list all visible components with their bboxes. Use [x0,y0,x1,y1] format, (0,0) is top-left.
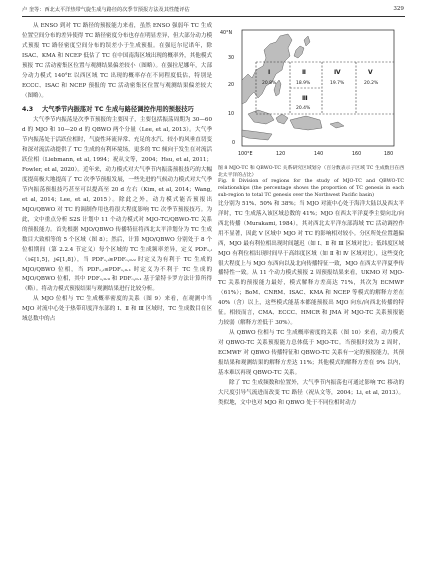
region-label: Ⅴ [368,69,373,76]
region-percent: 20.2% [364,81,379,86]
section-title: 大气季节内振荡对 TC 生成与路径调控作用的预报技巧 [42,105,194,113]
paragraph: 从 QBWO 位相与 TC 生成概率密度的关系（图 10）来看，动力模式对 QBWO-TC 关系预报能力总体低于 MJO-TC。当预报时效为 2 周时，ECMWF 对 QBWO 传播特征和 QBWO-TC 关系有一定的预报能力，其预报结果和观测结果的解释方差达 11%；其他模式的解释方差在 9% 以内，基本难以再现 QBWO-TC 关系。 [218,330,404,376]
region-label: Ⅲ [302,95,308,102]
region-percent: 18.9% [296,81,311,86]
lon-label: 180 [384,152,394,157]
paragraph: 从 MJO 位相与 TC 生成概率密度的关系（图 9）来看，在观测中当 MJO 对流中心处于热带印度洋东部的 Ⅰ、Ⅱ 和 Ⅲ 区域时，TC 生成数目在区域总数中的占 [22,296,212,323]
region-percent: 20.8% [262,81,277,86]
lat-label: 30 [228,56,235,61]
figure-caption-cn: 图 8 MJO-TC 和 QBWO-TC 关系研究区域划分（百分数表示子区域 TC 生成数目在西北太平洋的占比） [218,166,404,179]
left-column [22,22,212,325]
lon-label: 140 [314,152,324,157]
lon-label: 100°E [238,152,253,157]
lat-label: 40°N [220,31,233,36]
lat-label: 0 [232,141,236,146]
region-label: Ⅳ [334,69,341,76]
right-column [218,22,404,409]
lon-label: 120 [276,152,286,157]
section-heading [22,105,212,115]
lon-label: 160 [352,152,362,157]
lat-label: 20 [228,83,235,88]
lat-label: 10 [228,112,235,117]
header-rule [22,16,405,17]
page-number: 329 [393,6,404,12]
region-map [218,22,404,162]
section-number: 4.3 [22,105,34,113]
figure-caption-en: Fig. 8 Division of regions for the study of MJO-TC and QBWO-TC relationships (the percentage shows the proportion of TC genesis in each sub-region to total TC genesis over the Northwest Pacific basin) [218,179,404,198]
running-header: 卢 奎等：西北太平洋热带气旋生成与路径的次季节预报方法及其性能评估 [22,7,190,13]
paragraph: 大气季节内振荡是次季节预报的主要因子，主要包括振荡周期为 30—60 d 的 MJO 和 10—20 d 的 QBWO 两个分量（Lee, et al, 2013）。大气季节内振荡处于活跃位相时，气旋性环流异常、充足的水汽、较小的风垂直切变和深对流活动提供了 TC 生成的有利环境场，更多的 TC 倾向于发生在对流活跃位相（Liebmann, et al, 1994；祝从文等，2004；Hsu, et al, 2011；Fowler, et al, 2020）。近年来，动力模式对大气季节内振荡预报技巧的大幅度提高极大地提高了 TC 次季节预报发展，一些先进的气候动力模式对大气季节内振荡预报技巧甚至可以提高至 20 d 左右（Kim, et al, 2014；Wang, et al, 2014；Lee, et al, 2015）。除此之外，动力模式能否预报出 MJO/QBWO 对 TC 的调制作用也将很大程度影响 TC 次季节预报技巧。为此，文中重点分析 S2S 计划中 11 个动力模式对 MJO-TC/QBWO-TC 关系的预报能力。首先根据 MJO/QBWO 传播特征将西北太平洋划分为 TC 生成数目大致相等的 5 个区域（图 8）；然后，计算 MJO/QBWO 分别处于 8 个位相期间（第 2.2.4 节定义）每个区域的 TC 生成频率差异，定义 PDFₒ,ᵢ（i∈[1,5]，j∈[1,8]），当 PDFₒ,ᵢ≥PDFₒ,₀.₉ 时定义为有利于 TC 生成的 MJO/QBWO 位相，当 PDFₒ,ᵢ≤PDFₒ,₀.₁ 时定义为不利于 TC 生成的 MJO/QBWO 位相，其中 PDFₒ,₀.₉ 和 PDFₒ,₀.₁ 基于蒙特卡罗方法计算所得（略）。将动力模式预报结果与观测结果进行比较分析。 [22,117,212,293]
paragraph: 从 ENSO 到对 TC 路径的预报能力来看，虽然 ENSO 强弱年 TC 生成位置空间分布的差异使得 TC 路径密度分布也存在明显差异，但大部分动力模式预报 TC 路径密度空间分布的误差小于生成预报。在强厄尔尼诺年，除 ISAC、KMA 和 NCEP 低估了 TC 在中国南海区域出现的概率外，其他模式预报 TC 活动密集区位置与观测结果偏差较小（图略）。在强拉尼娜年，大部分动力模式 140°E 以西区域 TC 出现的概率存在不同程度低估，特别是 ECCC、ISAC 和 NCEP 预报的 TC 活动密集区位置与观测结果偏差较大（图略）。 [22,23,212,99]
figure-8 [218,22,404,162]
region-label: Ⅰ [268,69,271,76]
paragraph: 除了 TC 生成频数和位置外，大气季节内振荡也可通过影响 TC 移动的大尺度引导气流进而改变 TC 路径（祝从文等，2004；Li, et al, 2013）。类似地，文中也对 MJO 和 QBWO 处于不同位相时动力 [218,379,404,406]
region-label: Ⅱ [302,69,306,76]
region-percent: 19.7% [330,81,345,86]
region-percent: 20.4% [296,106,311,111]
paragraph: 比分别为 51%、50% 和 38%；当 MJO 对流中心处于海洋大陆以及西太平洋时，TC 生成落入该区域总数的 41%；MJO 在西太平洋夏季主要向北/向西北传播（Murakami, 1984），其对西北太平洋东部海域 TC 活动调控作用不显著，因此 V 区域中 MJO 对 TC 的影响相对较小。分区所处位置越偏西，MJO 最有利位相出现时间越迟（如 Ⅰ、Ⅱ 和 Ⅲ 区域对比）；低纬度区域 MJO 有利位相出现时间早于高纬度区域（如 Ⅱ 和 Ⅳ 区域对比），这些变化很大程度上与 MJO 东西向以及北向传播特征一致，MJO 在西太平洋夏季传播特性一致。从 11 个动力模式预报 2 周预报结果来看，UKMO 对 MJO-TC 关系的预报能力最好，模式解释方差高达 71%，其次为 ECMWF（61%）；BoM、CNRM、ISAC、KMA 和 NCEP 等模式的解释方差在 40%（含）以上，这些模式能基本都能预报出 MJO 向东/向西北传播的特征。相较而言，CMA、ECCC、HMCR 和 JMA 对 MJO-TC 关系预报能力较弱（解释方差低于 30%）。 [218,200,404,327]
